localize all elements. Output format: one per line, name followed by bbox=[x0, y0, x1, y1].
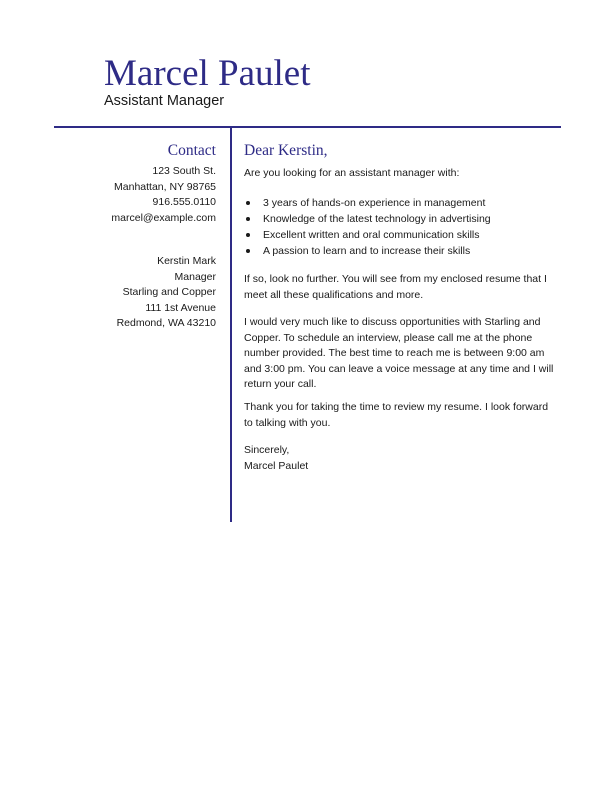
paragraph-2-text: I would very much like to discuss opportunities with Starling and Copper. To schedule an interview, please call me at the phone number provided. The best time to reach me is between 9:00 am and 3:00 pm. You can leave a voice message at any time and I will return your call. bbox=[244, 316, 554, 390]
sender-title: Assistant Manager bbox=[104, 93, 225, 109]
sender-email: marcel@example.com bbox=[111, 211, 216, 224]
recipient-city: Redmond, WA 43210 bbox=[116, 317, 216, 329]
column-divider bbox=[230, 128, 232, 522]
closing-text: Sincerely, bbox=[244, 444, 290, 456]
header-divider bbox=[54, 126, 561, 128]
paragraph-3-text: Thank you for taking the time to review my resume. I look forward to talking with you. bbox=[244, 401, 549, 429]
signature-name: Marcel Paulet bbox=[244, 459, 309, 472]
list-item: Knowledge of the latest technology in advertising bbox=[244, 211, 491, 227]
qualifications-list bbox=[244, 195, 491, 259]
contact-heading: Contact bbox=[167, 142, 216, 159]
recipient-title: Manager bbox=[174, 270, 216, 283]
sender-phone: 916.555.0110 bbox=[152, 196, 216, 208]
closing-block bbox=[244, 443, 554, 474]
paragraph-1 bbox=[244, 272, 554, 303]
recipient-street: 111 1st Avenue bbox=[145, 301, 216, 314]
intro-text: Are you looking for an assistant manager with: bbox=[244, 167, 460, 179]
list-item: 3 years of hands-on experience in management bbox=[244, 195, 491, 211]
recipient-company: Starling and Copper bbox=[122, 286, 216, 298]
list-item: A passion to learn and to increase their skills bbox=[244, 243, 491, 259]
sender-name: Marcel Paulet bbox=[104, 53, 311, 94]
sender-address-block bbox=[60, 164, 216, 226]
paragraph-3 bbox=[244, 400, 554, 431]
list-item: Excellent written and oral communication skills bbox=[244, 227, 491, 243]
recipient-name: Kerstin Mark bbox=[157, 255, 216, 267]
salutation: Dear Kerstin, bbox=[244, 142, 328, 159]
paragraph-2 bbox=[244, 315, 554, 393]
sender-city: Manhattan, NY 98765 bbox=[114, 180, 216, 193]
paragraph-1-text: If so, look no further. You will see from my enclosed resume that I meet all these qualifications and more. bbox=[244, 273, 547, 301]
intro-line bbox=[244, 166, 554, 182]
recipient-address-block bbox=[60, 254, 216, 332]
sender-street: 123 South St. bbox=[152, 165, 216, 177]
